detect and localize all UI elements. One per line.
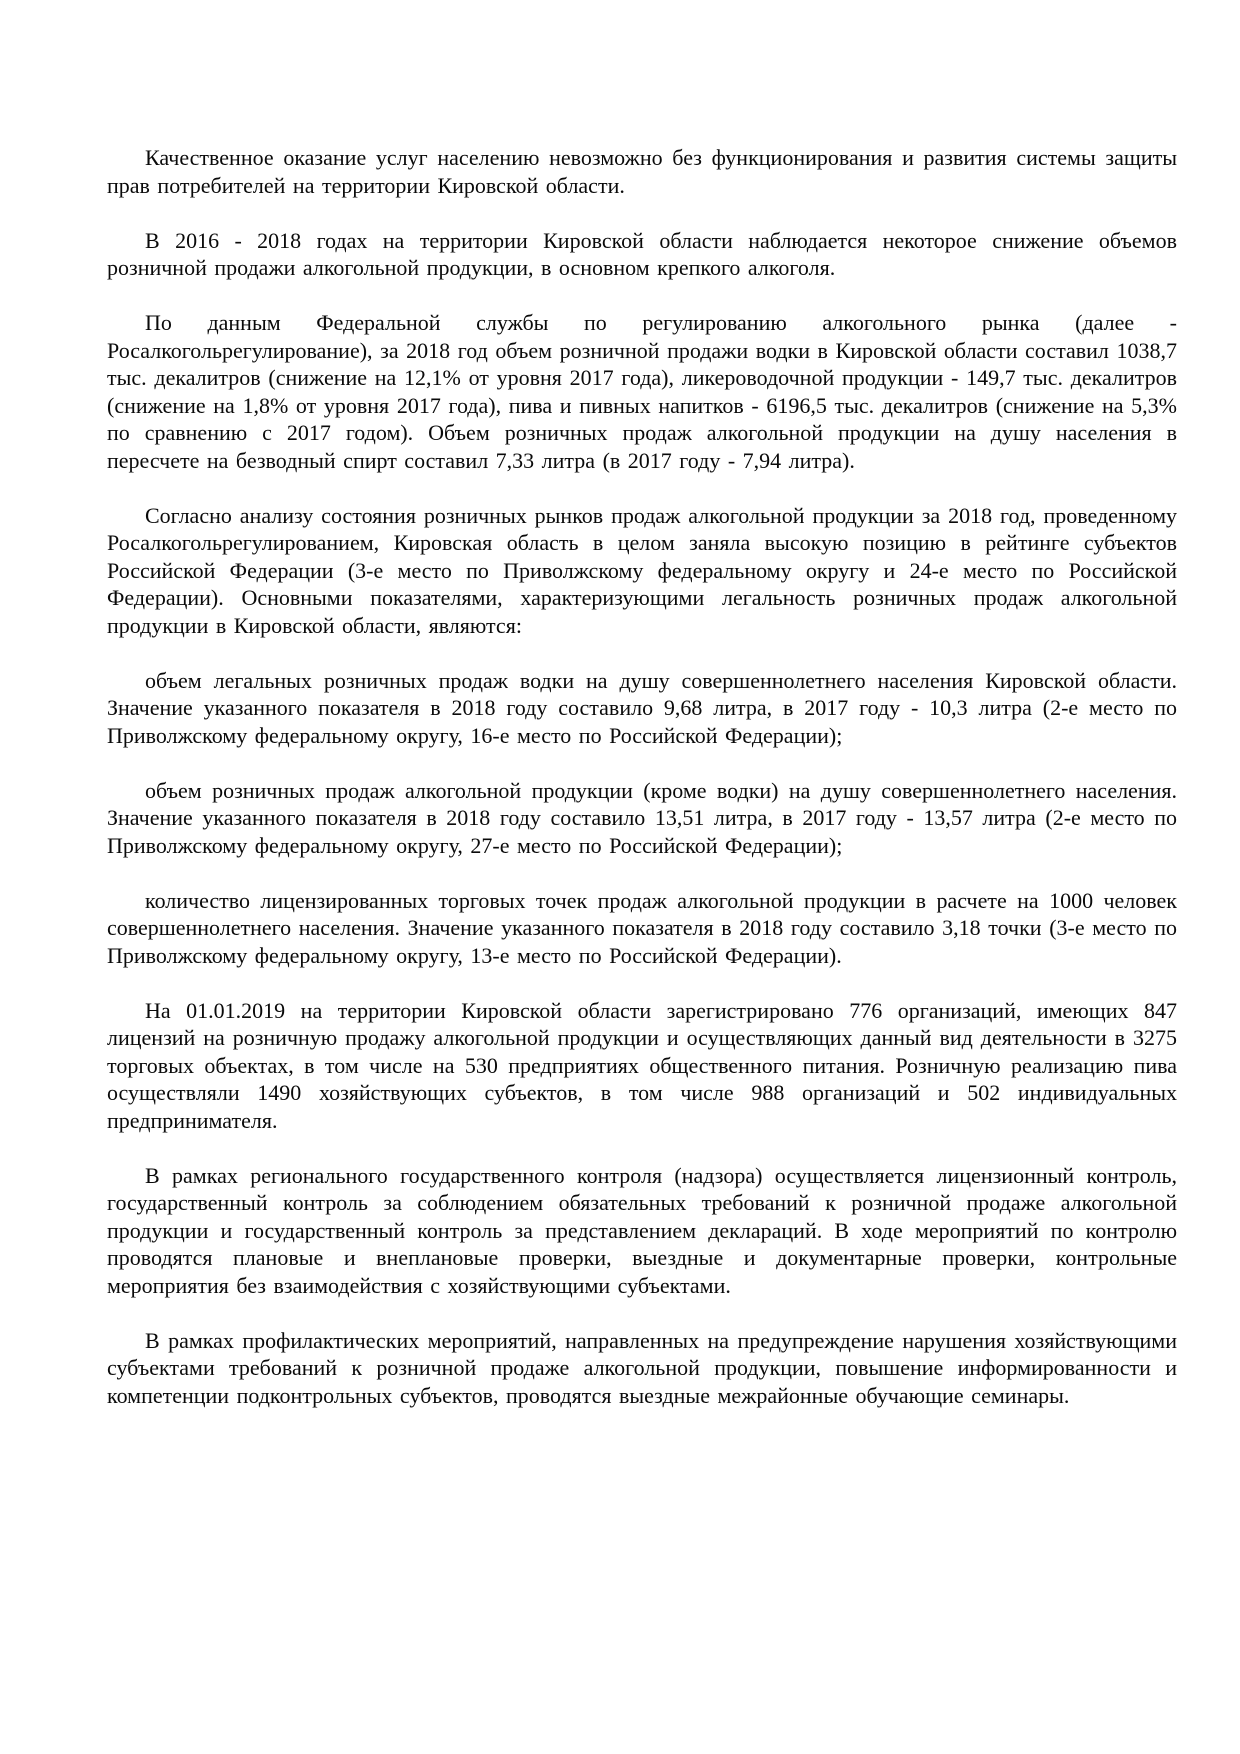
paragraph-regional-control: В рамках регионального государственного контроля (надзора) осуществляется лицензионный контроль, государственный контроль за соблюдением обязательных требований к розничной продаже алкогольной продукции и государственный контроль за представлением деклараций. В ходе мероприятий по контролю проводятся плановые и внеплановые проверки, выездные и документарные проверки, контрольные мероприятия без взаимодействия с хозяйствующими субъектами. [107, 1162, 1177, 1298]
paragraph-registered-organizations: На 01.01.2019 на территории Кировской области зарегистрировано 776 организаций, имеющих 847 лицензий на розничную продажу алкогольной продукции и осуществляющих данный вид деятельности в 3275 торговых объектах, в том числе на 530 предприятиях общественного питания. Розничную реализацию пива осуществляли 1490 хозяйствующих субъектов, в том числе 988 организаций и 502 индивидуальных предпринимателя. [107, 997, 1177, 1133]
paragraph-consumer-protection: Качественное оказание услуг населению невозможно без функционирования и развития системы защиты прав потребителей на территории Кировской области. [107, 145, 1177, 198]
paragraph-vodka-per-capita: объем легальных розничных продаж водки на душу совершеннолетнего населения Кировской области. Значение указанного показателя в 2018 году составило 9,68 литра, в 2017 году - 10,3 литра (2-е место по Приволжскому федеральному округу, 16-е место по Российской Федерации); [107, 667, 1177, 748]
paragraph-rating-intro: Согласно анализу состояния розничных рынков продаж алкогольной продукции за 2018 год, проведенному Росалкогольрегулированием, Кировская область в целом заняла высокую позицию в рейтинге субъектов Российской Федерации (3-е место по Приволжскому федеральному округу и 24-е место по Российской Федерации). Основными показателями, характеризующими легальность розничных продаж алкогольной продукции в Кировской области, являются: [107, 502, 1177, 638]
paragraph-rosalco-volumes: По данным Федеральной службы по регулированию алкогольного рынка (далее - Росалкогольрегулирование), за 2018 год объем розничной продажи водки в Кировской области составил 1038,7 тыс. декалитров (снижение на 12,1% от уровня 2017 года), ликероводочной продукции - 149,7 тыс. декалитров (снижение на 1,8% от уровня 2017 года), пива и пивных напитков - 6196,5 тыс. декалитров (снижение на 5,3% по сравнению с 2017 годом). Объем розничных продаж алкогольной продукции на душу населения в пересчете на безводный спирт составил 7,33 литра (в 2017 году - 7,94 литра). [107, 310, 1177, 473]
paragraph-preventive-measures: В рамках профилактических мероприятий, направленных на предупреждение нарушения хозяйствующими субъектами требований к розничной продаже алкогольной продукции, повышение информированности и компетенции подконтрольных субъектов, проводятся выездные межрайонные обучающие семинары. [107, 1327, 1177, 1408]
document-text-block [107, 144, 1177, 1409]
paragraph-alcohol-per-capita: объем розничных продаж алкогольной продукции (кроме водки) на душу совершеннолетнего населения. Значение указанного показателя в 2018 году составило 13,51 литра, в 2017 году - 13,57 литра (2-е место по Приволжскому федеральному округу, 27-е место по Российской Федерации); [107, 777, 1177, 858]
paragraph-licensed-outlets: количество лицензированных торговых точек продаж алкогольной продукции в расчете на 1000 человек совершеннолетнего населения. Значение указанного показателя в 2018 году составило 3,18 точки (3-е место по Приволжскому федеральному округу, 13-е место по Российской Федерации). [107, 887, 1177, 968]
paragraph-sales-decline: В 2016 - 2018 годах на территории Кировской области наблюдается некоторое снижение объемов розничной продажи алкогольной продукции, в основном крепкого алкоголя. [107, 227, 1177, 280]
